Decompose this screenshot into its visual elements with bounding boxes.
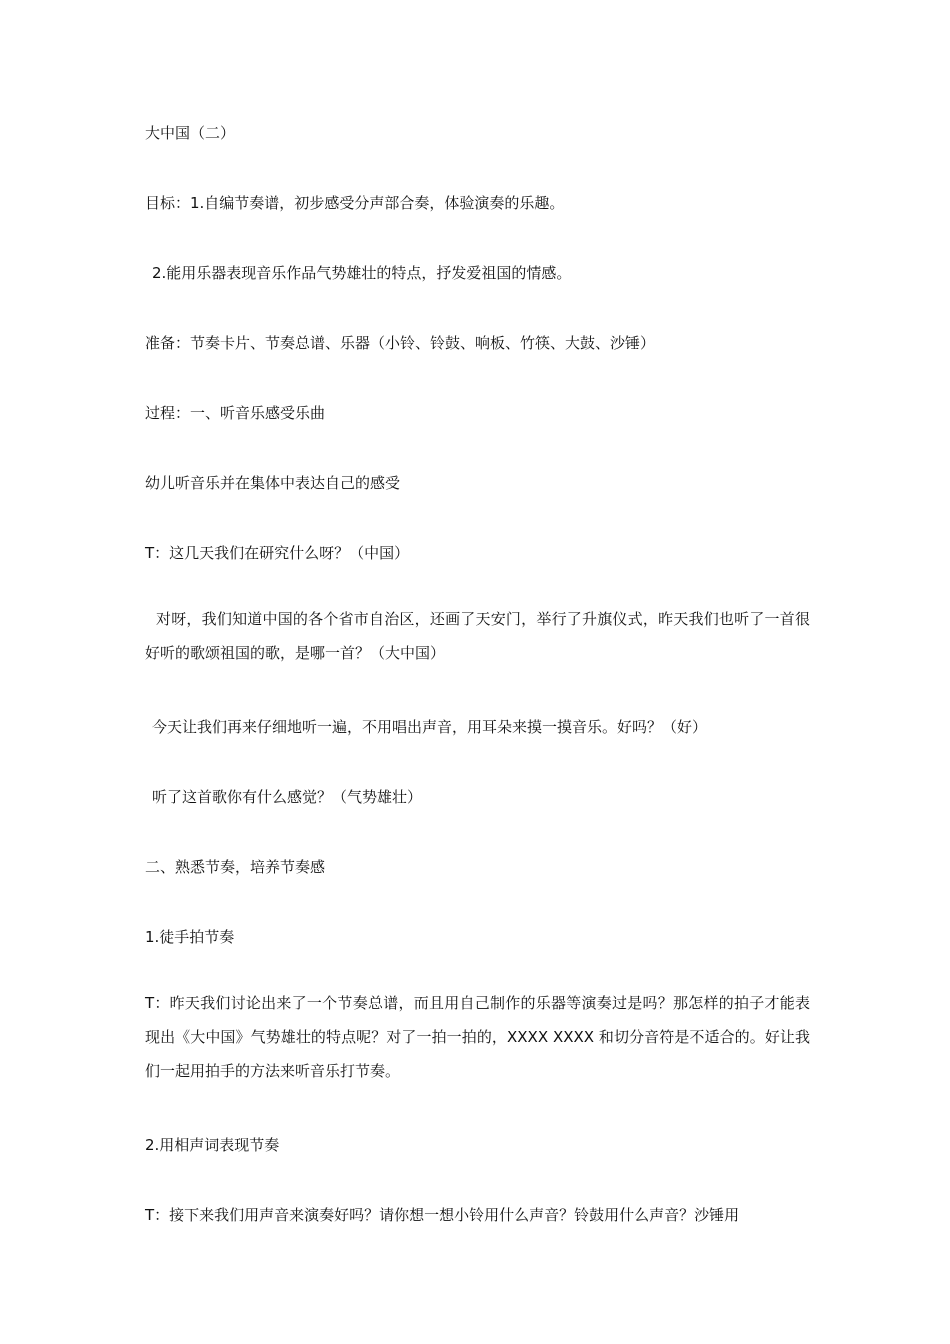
sub1-paragraph: T：昨天我们讨论出来了一个节奏总谱，而且用自己制作的乐器等演奏过是吗？那怎样的拍子才能表现出《大中国》气势雄壮的特点呢？对了一拍一拍的，XXXX XXXX 和切分音符是不适合的。好让我们一起用拍手的方法来听音乐打节奏。	[145, 994, 810, 1080]
document-title: 大中国（二）	[145, 124, 236, 142]
dialog-paragraph-2: 对呀，我们知道中国的各个省市自治区，还画了天安门，举行了升旗仪式，昨天我们也听了一首很好听的歌颂祖国的歌，是哪一首？（大中国）	[145, 610, 810, 662]
goal-line-2: 2.能用乐器表现音乐作品气势雄壮的特点，抒发爱祖国的情感。	[152, 264, 572, 282]
sub1-heading: 1.徒手拍节奏	[145, 928, 235, 946]
step1-intro: 幼儿听音乐并在集体中表达自己的感受	[145, 474, 401, 492]
process-heading: 过程：一、听音乐感受乐曲	[145, 404, 326, 422]
dialog-question-4: 听了这首歌你有什么感觉？（气势雄壮）	[152, 788, 423, 806]
goal-line-1: 目标：1.自编节奏谱，初步感受分声部合奏，体验演奏的乐趣。	[145, 194, 565, 212]
preparation-line: 准备：节奏卡片、节奏总谱、乐器（小铃、铃鼓、响板、竹筷、大鼓、沙锤）	[145, 334, 656, 352]
dialog-question-1: T：这几天我们在研究什么呀？（中国）	[145, 544, 410, 562]
dialog-question-3: 今天让我们再来仔细地听一遍，不用唱出声音，用耳朵来摸一摸音乐。好吗？（好）	[152, 718, 708, 736]
section2-heading: 二、熟悉节奏，培养节奏感	[145, 858, 326, 876]
sub2-paragraph: T：接下来我们用声音来演奏好吗？请你想一想小铃用什么声音？铃鼓用什么声音？沙锤用	[145, 1206, 740, 1224]
sub2-heading: 2.用相声词表现节奏	[145, 1136, 280, 1154]
